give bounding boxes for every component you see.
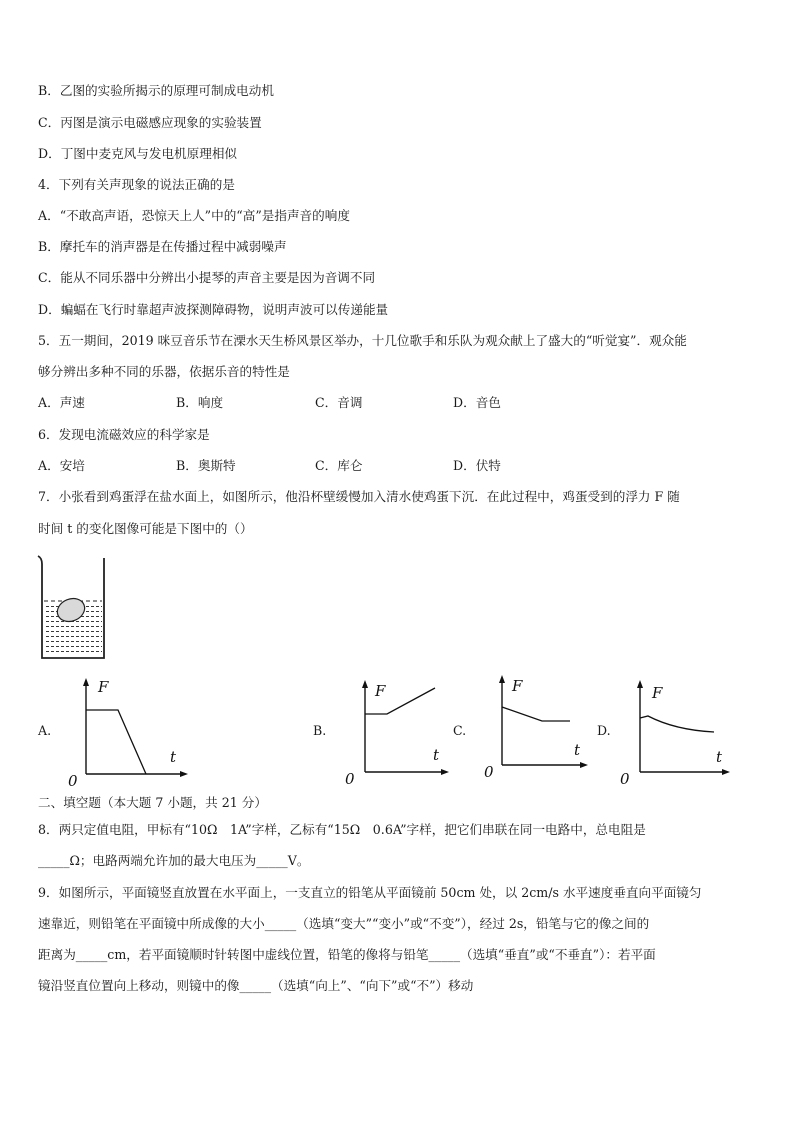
origin-label: 0 (68, 772, 78, 790)
graph-option-b-letter: B. (313, 723, 327, 738)
q6-option-c: C．库仑 (315, 458, 363, 473)
q8-line1: 8．两只定值电阻，甲标有“10Ω 1A”字样，乙标有“15Ω 0.6A”字样，把它们串联在同一电路中，总电阻是 (38, 822, 646, 837)
q7-stem-line2: 时间 t 的变化图像可能是下图中的（） (38, 521, 253, 536)
q3-option-b: B．乙图的实验所揭示的原理可制成电动机 (38, 83, 274, 98)
q5-option-d: D．音色 (453, 395, 501, 410)
axis-t-label: t (433, 746, 440, 764)
q4-stem: 4．下列有关声现象的说法正确的是 (38, 177, 235, 192)
q5-stem-line2: 够分辨出多种不同的乐器，依据乐音的特性是 (38, 364, 290, 379)
axis-t-label: t (574, 741, 581, 759)
q5-option-b: B．响度 (176, 395, 224, 410)
origin-label: 0 (620, 770, 630, 788)
q5-option-a: A．声速 (38, 395, 85, 410)
q5-stem-line1: 5．五一期间，2019 咪豆音乐节在溧水天生桥风景区举办，十几位歌手和乐队为观众献上了盛大的“听觉宴”．观众能 (38, 333, 687, 348)
q6-option-b: B．奥斯特 (176, 458, 236, 473)
q4-option-c: C．能从不同乐器中分辨出小提琴的声音主要是因为音调不同 (38, 270, 376, 285)
origin-label: 0 (484, 763, 494, 781)
graph-option-b (345, 680, 455, 786)
graph-option-a (66, 678, 196, 788)
graph-option-c (482, 675, 592, 781)
q4-option-b: B．摩托车的消声器是在传播过程中减弱噪声 (38, 239, 287, 254)
q6-option-d: D．伏特 (453, 458, 501, 473)
graph-option-c-letter: C. (453, 723, 467, 738)
graph-option-d-letter: D. (597, 723, 611, 738)
q6-option-a: A．安培 (38, 458, 85, 473)
section-2-title: 二、填空题（本大题 7 小题，共 21 分） (38, 795, 267, 810)
q6-stem: 6．发现电流磁效应的科学家是 (38, 427, 210, 442)
axis-f-label: F (512, 677, 523, 695)
beaker-egg-figure (36, 554, 106, 662)
q3-option-c: C．丙图是演示电磁感应现象的实验装置 (38, 115, 262, 130)
q4-option-d: D．蝙蝠在飞行时靠超声波探测障碍物，说明声波可以传递能量 (38, 302, 389, 317)
q9-line3: 距离为_____cm，若平面镜顺时针转图中虚线位置，铅笔的像将与铅笔_____（选填“垂直”或“不垂直”）：若平面 (38, 947, 656, 962)
q8-line2: _____Ω；电路两端允许加的最大电压为_____V。 (38, 853, 310, 868)
curve-d (640, 716, 714, 732)
axis-f-label: F (652, 684, 663, 702)
q5-option-c: C．音调 (315, 395, 363, 410)
curve-c (502, 707, 570, 721)
q9-line1: 9．如图所示，平面镜竖直放置在水平面上，一支直立的铅笔从平面镜前 50cm 处，以 2cm/s 水平速度垂直向平面镜匀 (38, 885, 702, 900)
axis-t-label: t (170, 748, 177, 766)
q9-line2: 速靠近，则铅笔在平面镜中所成像的大小_____（选填“变大”“变小”或“不变”），经过 2s，铅笔与它的像之间的 (38, 916, 650, 931)
axis-f-label: F (98, 678, 109, 696)
q7-stem-line1: 7．小张看到鸡蛋浮在盐水面上，如图所示，他沿杯壁缓慢加入清水使鸡蛋下沉．在此过程中，鸡蛋受到的浮力 F 随 (38, 489, 680, 504)
graph-option-d (620, 680, 735, 786)
axis-f-label: F (375, 682, 386, 700)
q6-options (38, 458, 758, 474)
graph-option-a-letter: A. (38, 723, 52, 738)
q4-option-a: A．“不敢高声语，恐惊天上人”中的“高”是指声音的响度 (38, 208, 350, 223)
q3-option-d: D．丁图中麦克风与发电机原理相似 (38, 146, 238, 161)
origin-label: 0 (345, 770, 355, 788)
axis-t-label: t (716, 748, 723, 766)
q9-line4: 镜沿竖直位置向上移动，则镜中的像_____（选填“向上”、“向下”或“不”）移动 (38, 978, 474, 993)
curve-a (86, 710, 146, 774)
q5-options (38, 395, 758, 411)
